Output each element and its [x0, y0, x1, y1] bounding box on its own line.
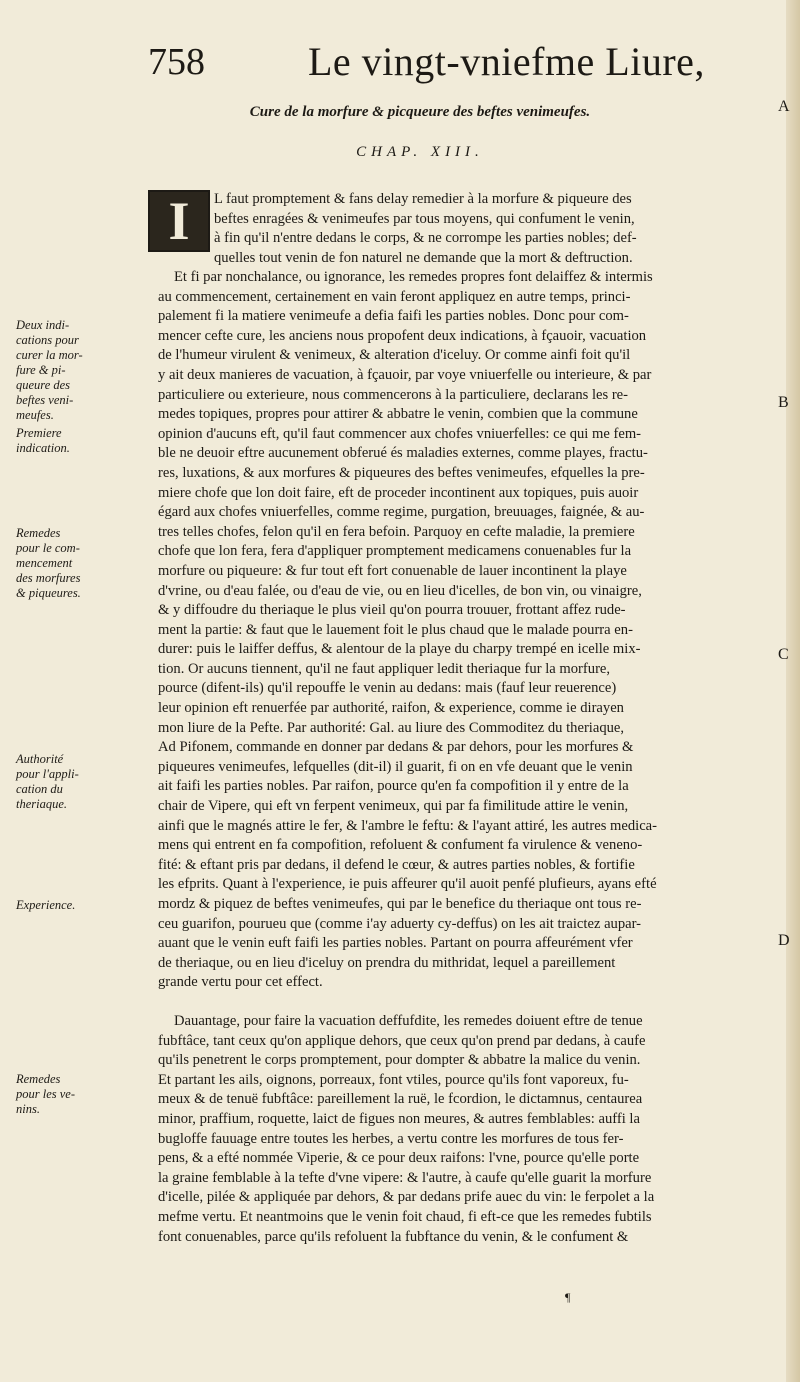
text-line: de theriaque, ou en lieu d'iceluy on prendra du mithridat, lequel a pareillement — [158, 954, 616, 971]
text-line: minor, praffium, roquette, laict de figues non meures, & autres femblables: auffi la — [158, 1110, 640, 1127]
text-line: fité: & eftant pris par dedans, il defend le cœur, & autres parties nobles, & fortifie — [158, 856, 635, 873]
marginal-line: theriaque. — [16, 797, 68, 811]
text-line: morfure ou piqueure: & fur tout eft fort conuenable de lauer incontinent la playe — [158, 562, 627, 579]
text-line: durer: puis le laiffer deffus, & alentour de la playe du charpy trempé en icelle mix- — [158, 641, 641, 658]
marginal-note-premiere-indication — [16, 426, 154, 456]
text-line: palement fi la matiere venimeufe a defia faifi les parties nobles. Donc pour com- — [158, 308, 629, 325]
marginal-line: Experience. — [16, 898, 76, 912]
initial-letter: I — [168, 191, 190, 251]
marginal-line: pour le com- — [16, 541, 80, 555]
text-line: d'icelle, pilée & appliquée par dehors, & par dedans prife auec du vin: le ferpolet a la — [158, 1189, 655, 1206]
text-line: bugloffe fauuage entre toutes les herbes, a vertu contre les morfures de tous fer- — [158, 1130, 624, 1147]
marginal-note-remedes-venins — [16, 1072, 154, 1117]
marginal-line: Authorité — [16, 752, 64, 766]
marginal-line: nins. — [16, 1102, 40, 1116]
marginal-line: pour les ve- — [16, 1087, 76, 1101]
text-line: tres telles chofes, felon qu'il en fera befoin. Parquoy en cefte maladie, la premiere — [158, 523, 635, 540]
text-line: égard aux chofes vniuerfelles, comme regime, purgation, breuuages, faignée, & au- — [158, 504, 645, 521]
marginal-line: queure des — [16, 378, 71, 392]
decorated-initial — [148, 190, 210, 252]
marginal-line: & piqueures. — [16, 586, 81, 600]
text-line: la graine femblable à la tefte d'vne vipere: & l'autre, à caufe qu'elle guarit la morfure — [158, 1169, 652, 1186]
text-line: d'vrine, ou d'eau falée, ou d'eau de vie, ou en lieu d'icelles, de bon vin, ou vinaigre, — [158, 582, 642, 599]
text-line: miere chofe que lon doit faire, eft de proceder incontinent aux topiques, puis auoir — [158, 484, 639, 501]
page-header — [148, 36, 708, 96]
text-line: ait faifi les parties nobles. Par raifon, pource qu'en fa compofition il y entre de la — [158, 778, 629, 795]
running-title: Le vingt-vniefme Liure, — [308, 39, 705, 84]
marginal-line: mencement — [16, 556, 73, 570]
marginal-line: meufes. — [16, 408, 54, 422]
section-title: Cure de la morfure & picqueure des beftes venimeufes. — [249, 104, 591, 120]
text-line: particuliere ou exterieure, nous commencerons à la particuliere, declarans les re- — [158, 386, 629, 403]
text-line: quelles tout venin de fon naturel ne demande que la mort & deftruction. — [214, 249, 633, 266]
text-line: beftes enragées & venimeufes par tous moyens, qui confument le venin, — [214, 210, 635, 227]
marginal-line: Deux indi- — [16, 318, 70, 332]
text-line: mencer cefte cure, les anciens nous propofent deux indications, à fçauoir, vacuation — [158, 327, 647, 344]
text-line: meux & de tenuë fubftâce: pareillement la ruë, le fcordion, le dictamnus, centaurea — [158, 1091, 643, 1108]
margin-letter-a: A — [778, 98, 790, 115]
marginal-note-remedes-commencement — [16, 526, 154, 601]
text-line: mens qui entrent en fa compofition, refoluent & confument fa virulence & veneno- — [158, 837, 643, 854]
text-line: Et fi par nonchalance, ou ignorance, les remedes propres font delaiffez & intermis — [174, 269, 653, 285]
text-line: pens, & a efté nommée Viperie, & ce pour deux raifons: l'vne, pource qu'elle porte — [158, 1150, 640, 1167]
marginal-line: cation du — [16, 782, 63, 796]
text-line: grande vertu pour cet effect. — [158, 974, 323, 991]
text-line: res, luxations, & aux morfures & piqueures des beftes venimeufes, efquelles la pre- — [158, 464, 645, 481]
marginal-line: Remedes — [16, 1072, 61, 1086]
text-line: ment la partie: & faut que le lauement foit le plus chaud que le malade pourra en- — [158, 621, 633, 638]
text-block-opening — [214, 190, 770, 268]
text-line: piqueures venimeufes, lefquelles (dit-il) il guarit, fi on en vfe deuant que le venin — [158, 758, 633, 775]
catchword: ¶ — [565, 1290, 571, 1304]
text-line: au commencement, certainement en vain feront appliquez en autre temps, princi- — [158, 288, 631, 305]
marginal-line: pour l'appli- — [16, 767, 79, 781]
text-line: tion. Or aucuns tiennent, qu'il ne faut appliquer ledit theriaque fur la morfure, — [158, 660, 611, 677]
text-line: mefme vertu. Et neantmoins que le venin foit chaud, fi eft-ce que les remedes fubtils — [158, 1208, 652, 1225]
text-line: chofe que lon fera, fera d'appliquer promptement medicamens conuenables fur la — [158, 543, 632, 560]
marginal-note-experience — [16, 898, 154, 913]
marginal-line: curer la mor- — [16, 348, 83, 362]
text-line: fubftâce, tant ceux qu'on applique dehors, que ceux qu'on prend par dedans, à caufe — [158, 1032, 646, 1049]
text-block-main — [158, 268, 770, 993]
text-line: opinion d'aucuns eft, qu'il faut commencer aux chofes vniuerfelles: ce qui me fem- — [158, 425, 642, 442]
text-line: les efprits. Quant à l'experience, ie puis affeurer qu'il auoit penfé plufieurs, ayans efté — [158, 876, 657, 893]
text-line: medes topiques, propres pour attirer & abbatre le venin, combien que la commune — [158, 406, 638, 423]
text-line: qu'ils penetrent le corps promptement, pour dompter & abbatre la malice du venin. — [158, 1052, 641, 1069]
marginal-line: cations pour — [16, 333, 79, 347]
marginal-note-deux-indications — [16, 318, 154, 423]
text-line: L faut promptement & fans delay remedier à la morfure & piqueure des — [214, 191, 632, 207]
text-line: chair de Vipere, qui eft vn ferpent venimeux, qui par fa fimilitude attire le venin, — [158, 798, 629, 815]
marginal-note-authorite — [16, 752, 154, 812]
marginal-line: fure & pi- — [16, 363, 66, 377]
text-line: leur opinion eft renuerfée par authorité, raifon, & experience, comme ie dirayen — [158, 700, 624, 717]
margin-letter-c: C — [778, 646, 789, 663]
text-line: ainfi que le magnés attire le fer, & l'ambre le feftu: & l'ayant attiré, les autres medica- — [158, 817, 658, 834]
marginal-line: indication. — [16, 441, 70, 455]
text-line: y ait deux manieres de vacuation, à fçauoir, par voye vniuerfelle ou interieure, & par — [158, 366, 652, 383]
page-edge — [786, 0, 800, 1382]
text-line: à fin qu'il n'entre dedans le corps, & ne corrompe les parties nobles; def- — [214, 230, 637, 247]
text-line: pource (difent-ils) qu'il repouffe le venin au dedans: mais (fauf leur reuerence) — [158, 680, 617, 697]
text-line: de l'humeur virulent & venimeux, & alteration d'iceluy. Or comme ainfi foit qu'il — [158, 347, 631, 364]
text-line: Ad Pifonem, commande en donner par dedans & par dehors, pour les morfures & — [158, 739, 634, 756]
text-line: auant que le venin euft faifi les parties nobles. Partant on pourra affeurément vfer — [158, 935, 633, 952]
marginal-line: Premiere — [16, 426, 62, 440]
margin-letter-b: B — [778, 394, 789, 411]
text-line: ceu guarifon, pourueu que (comme i'ay aduerty cy-deffus) on les ait traictez aupar- — [158, 915, 642, 932]
text-line: mon liure de la Pefte. Par authorité: Gal. au liure des Commoditez du theriaque, — [158, 719, 625, 736]
text-line: Dauantage, pour faire la vacuation deffufdite, les remedes doiuent eftre de tenue — [174, 1013, 643, 1029]
page-number: 758 — [148, 41, 205, 83]
text-line: ble ne deuoir eftre aucunement obferué és maladies externes, comme playes, fractu- — [158, 445, 648, 462]
marginal-line: beftes veni- — [16, 393, 74, 407]
margin-letter-d: D — [778, 932, 790, 949]
text-line: font conuenables, parce qu'ils refoluent la fubftance du venin, & le confument & — [158, 1228, 629, 1245]
chapter-label: CHAP. XIII. — [356, 144, 484, 160]
text-line: & y diffoudre du theriaque le plus vieil qu'on pourra trouuer, frottant affez rude- — [158, 602, 626, 619]
text-block-vacuation — [158, 1012, 770, 1247]
marginal-line: des morfures — [16, 571, 81, 585]
marginal-line: Remedes — [16, 526, 61, 540]
text-line: Et partant les ails, oignons, porreaux, font vtiles, pource qu'ils font vaporeux, fu- — [158, 1071, 629, 1088]
text-line: mordz & piquez de beftes venimeufes, qui par le benefice du theriaque ont tous re- — [158, 896, 642, 912]
